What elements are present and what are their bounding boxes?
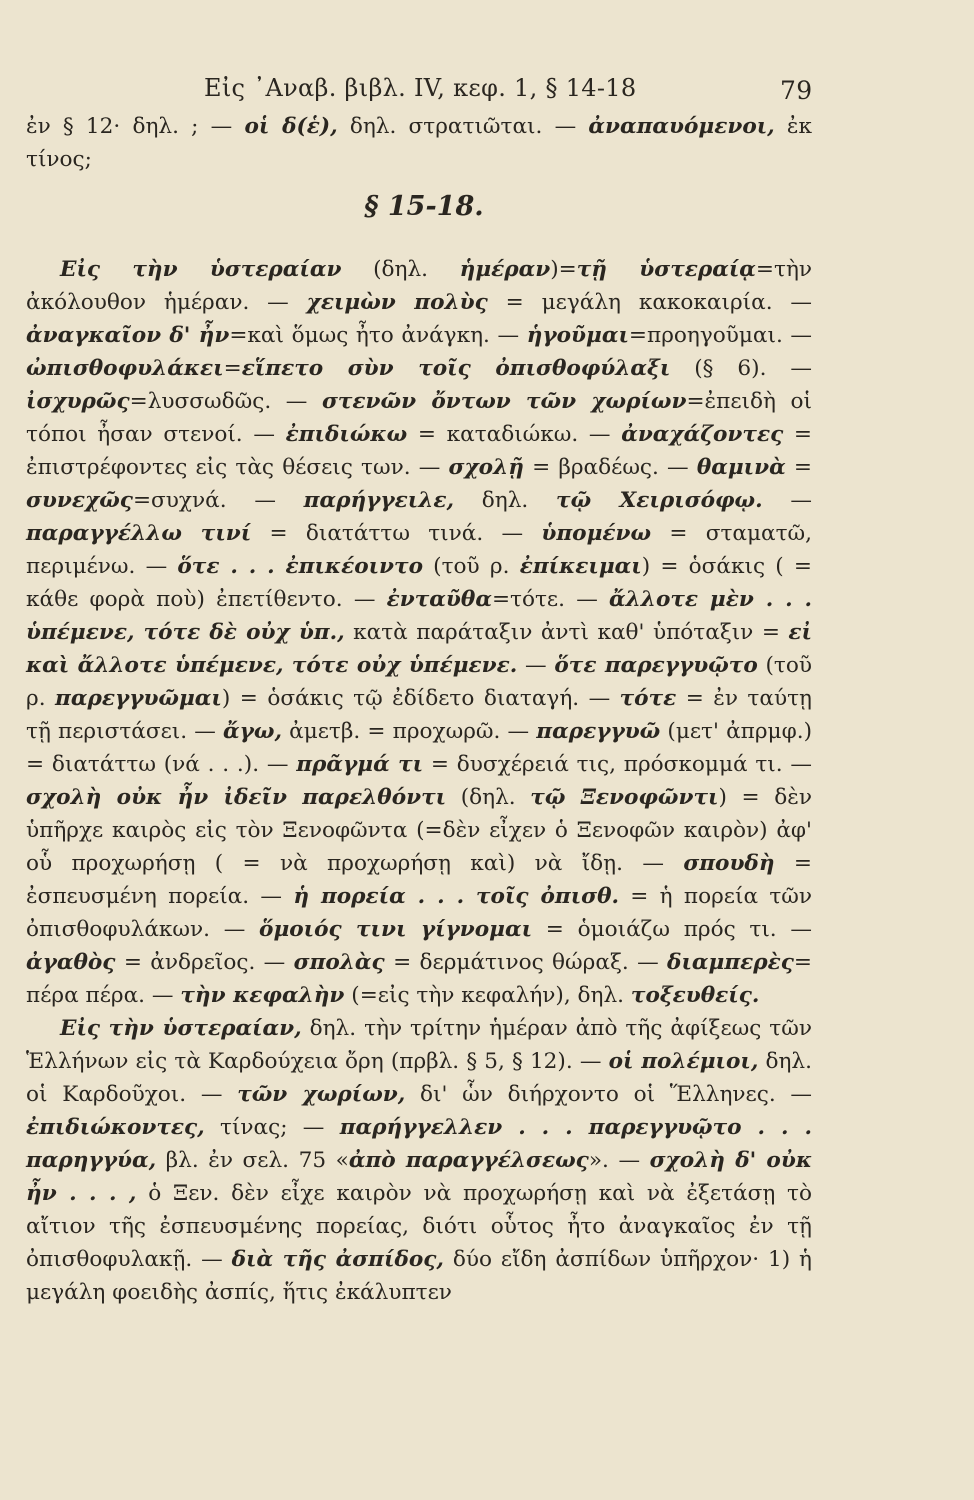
lemma-term: ὅτε . . . ἐπικέοιντο xyxy=(177,554,423,579)
lemma-term: θαμινὰ xyxy=(696,455,786,480)
gloss-text: δηλ. οἱ Καρδοῦχοι. — xyxy=(26,1049,812,1107)
gloss-text: = ἡ πορεία τῶν ὀπισθοφυλάκων. — xyxy=(26,884,812,942)
lemma-term: ἄλλοτε μὲν . . . ὑπέμενε, τότε δὲ οὐχ ὑπ., xyxy=(26,587,813,645)
gloss-text: (=εἰς τὴν κεφαλήν), δηλ. xyxy=(344,983,631,1008)
gloss-text: =λυσσωδῶς. — xyxy=(129,389,322,414)
gloss-text: βλ. ἐν σελ. 75 « xyxy=(156,1148,349,1173)
gloss-text: )= xyxy=(550,257,577,282)
lemma-term: συνεχῶς xyxy=(26,488,133,513)
lemma-term: τῷ Χειρισόφῳ. xyxy=(556,488,763,513)
gloss-text: = σταματῶ, περιμένω. — xyxy=(26,521,813,579)
lemma-term: τῶν χωρίων, xyxy=(237,1082,406,1107)
gloss-text: = μεγάλη κακοκαιρία. — xyxy=(487,290,813,315)
lemma-term: παρεγγυῶ xyxy=(536,719,661,744)
running-title: Εἰς ᾿Αναβ. βιβλ. IV, κεφ. 1, § 14-18 xyxy=(204,74,637,102)
gloss-text: = xyxy=(223,356,242,381)
gloss-text: δηλ. τὴν τρίτην ἡμέραν ἀπὸ τῆς ἀφίξεως τῶν Ἑλλήνων εἰς τὰ Καρδούχεια ὄρη (πρβλ. § 5, § 12). — xyxy=(26,1016,812,1074)
lemma-term: Εἰς τὴν ὑστεραίαν xyxy=(60,257,342,282)
lemma-term: χειμὼν πολὺς xyxy=(306,290,488,315)
lemma-term: ἀγαθὸς xyxy=(26,950,116,975)
gloss-text: = xyxy=(785,455,812,480)
gloss-text: = πέρα πέρα. — xyxy=(26,950,812,1008)
lemma-term: ὠπισθοφυλάκει xyxy=(26,356,224,381)
gloss-text: (δηλ. xyxy=(341,257,460,282)
gloss-text: ) = ὁσάκις τῷ ἐδίδετο διαταγή. — xyxy=(221,686,620,711)
gloss-text: ) = δὲν ὑπῆρχε καιρὸς εἰς τὸν Ξενοφῶντα (=δὲν εἶχεν ὁ Ξενοφῶν καιρὸν) ἀφ' οὗ προχωρήσῃ ( = νὰ προχωρήσῃ καὶ) νὰ ἴδῃ. — xyxy=(26,785,813,876)
lemma-term: ἡγοῦμαι xyxy=(526,323,629,348)
gloss-text: κατὰ παράταξιν ἀντὶ καθ' ὑπόταξιν = xyxy=(344,620,789,645)
gloss-text: =ἐπειδὴ οἱ τόποι ἦσαν στενοί. — xyxy=(26,389,812,447)
gloss-text: =τότε. — xyxy=(491,587,610,612)
lemma-term: παρήγγειλε, xyxy=(303,488,455,513)
running-header xyxy=(26,66,812,110)
lemma-term: πρᾶγμά τι xyxy=(296,752,424,777)
gloss-text: =τὴν ἀκόλουθον ἡμέραν. — xyxy=(26,257,813,315)
intro-term-1: οἱ δ(ἑ), xyxy=(244,114,338,139)
gloss-text: = διατάττω τινά. — xyxy=(251,521,542,546)
gloss-text: — xyxy=(762,488,812,513)
lemma-term: παρήγγελλεν . . . παρεγγυῷτο . . . παρηγγύα, xyxy=(26,1115,812,1173)
page-number: 79 xyxy=(780,76,813,105)
commentary-paragraph-1 xyxy=(26,253,812,1012)
lemma-term: σχολὴ δ' οὐκ ἦν . . . , xyxy=(26,1148,812,1206)
gloss-text: = βραδέως. — xyxy=(523,455,697,480)
commentary-paragraph-2 xyxy=(26,1012,812,1309)
gloss-text: =συχνά. — xyxy=(132,488,304,513)
intro-text-2: δηλ. στρατιῶται. — xyxy=(337,114,589,139)
gloss-text: ) = ὁσάκις ( = κάθε φορὰ ποὺ) ἐπετίθεντο. — xyxy=(26,554,812,612)
lemma-term: εἵπετο σὺν τοῖς ὀπισθοφύλαξι xyxy=(241,356,671,381)
gloss-text: = δερμάτινος θώραξ. — xyxy=(384,950,668,975)
intro-paragraph xyxy=(26,110,812,176)
lemma-term: ἀπὸ παραγγέλσεως xyxy=(348,1148,589,1173)
gloss-text: = καταδιώκω. — xyxy=(407,422,622,447)
lemma-term: παραγγέλλω τινί xyxy=(26,521,252,546)
lemma-term: ἰσχυρῶς xyxy=(26,389,130,414)
gloss-text: δι' ὧν διήρχοντο οἱ Ἕλληνες. — xyxy=(405,1082,812,1107)
lemma-term: ἀναγκαῖον δ' ἦν xyxy=(26,323,230,348)
gloss-text: (τοῦ ρ. xyxy=(26,653,812,711)
lemma-term: ἐνταῦθα xyxy=(386,587,492,612)
body-text xyxy=(26,110,812,1309)
gloss-text: =καὶ ὅμως ἦτο ἀνάγκη. — xyxy=(229,323,527,348)
lemma-term: σχολῇ xyxy=(448,455,524,480)
gloss-text: ὁ Ξεν. δὲν εἶχε καιρὸν νὰ προχωρήσῃ καὶ νὰ ἐξετάσῃ τὸ αἴτιον τῆς ἐσπευσμένης πορείας, διότι οὗτος ἦτο ἀναγκαῖος ἐν τῇ ὀπισθοφυλακῇ. — xyxy=(26,1181,813,1272)
lemma-term: ἡ πορεία . . . τοῖς ὀπισθ. xyxy=(293,884,620,909)
gloss-text: = δυσχέρειά τις, πρόσκομμά τι. — xyxy=(423,752,812,777)
lemma-term: τότε xyxy=(619,686,677,711)
lemma-term: διὰ τῆς ἀσπίδος, xyxy=(231,1247,444,1272)
lemma-term: ἐπίκειμαι xyxy=(519,554,642,579)
intro-text-3: ἐκ τίνος; xyxy=(26,114,812,172)
gloss-text: δύο εἴδη ἀσπίδων ὑπῆρχον· 1) ἡ μεγάλη φοειδὴς ἀσπίς, ἥτις ἐκάλυπτεν xyxy=(26,1247,812,1305)
lemma-term: σχολὴ οὐκ ἦν ἰδεῖν παρελθόντι xyxy=(26,785,447,810)
lemma-term: ἐπιδιώκοντες, xyxy=(26,1115,205,1140)
gloss-text: (δηλ. xyxy=(446,785,531,810)
gloss-text: (τοῦ ρ. xyxy=(422,554,520,579)
lemma-term: ἐπιδιώκω xyxy=(285,422,408,447)
lemma-term: ἡμέραν xyxy=(459,257,551,282)
intro-term-2: ἀναπαυόμενοι, xyxy=(588,114,775,139)
lemma-term: ὑπομένω xyxy=(541,521,652,546)
gloss-text: = ἐσπευσμένη πορεία. — xyxy=(26,851,812,909)
intro-text-1: ἐν § 12· δηλ. ; — xyxy=(26,114,245,139)
lemma-term: τῇ ὑστεραίᾳ xyxy=(576,257,756,282)
lemma-term: ἄγω, xyxy=(223,719,282,744)
lemma-term: οἱ πολέμιοι, xyxy=(608,1049,759,1074)
gloss-text: — xyxy=(517,653,555,678)
gloss-text: = ὁμοιάζω πρός τι. — xyxy=(532,917,812,942)
lemma-term: σπουδὴ xyxy=(683,851,775,876)
lemma-term: εἰ καὶ ἄλλοτε ὑπέμενε, τότε οὐχ ὑπέμενε. xyxy=(26,620,812,678)
gloss-text: (μετ' ἀπρμφ.) = διατάττω (νά . . .). — xyxy=(26,719,812,777)
section-heading: § 15-18. xyxy=(364,191,484,222)
lemma-term: ὅμοιός τινι γίγνομαι xyxy=(259,917,533,942)
gloss-text: =προηγοῦμαι. — xyxy=(628,323,812,348)
lemma-term: ἀναχάζοντες xyxy=(621,422,784,447)
gloss-text: = ἐν ταύτῃ τῇ περιστάσει. — xyxy=(26,686,812,744)
lemma-term: τοξευθείς. xyxy=(630,983,760,1008)
gloss-text: ». — xyxy=(588,1148,650,1173)
lemma-term: ὅτε παρεγγυῷτο xyxy=(554,653,758,678)
lemma-term: διαμπερὲς xyxy=(667,950,794,975)
gloss-text: (§ 6). — xyxy=(670,356,812,381)
gloss-text: = ἀνδρεῖος. — xyxy=(115,950,294,975)
lemma-term: στενῶν ὄντων τῶν χωρίων xyxy=(321,389,687,414)
gloss-text: ἀμετβ. = προχωρῶ. — xyxy=(281,719,537,744)
gloss-text: = ἐπιστρέφοντες εἰς τὰς θέσεις των. — xyxy=(26,422,813,480)
lemma-term: τὴν κεφαλὴν xyxy=(180,983,345,1008)
gloss-text: τίνας; — xyxy=(204,1115,340,1140)
lemma-term: παρεγγυῶμαι xyxy=(55,686,222,711)
gloss-text: δηλ. xyxy=(454,488,557,513)
lemma-term: τῷ Ξενοφῶντι xyxy=(530,785,719,810)
lemma-term: σπολὰς xyxy=(293,950,385,975)
lemma-term: Εἰς τὴν ὑστεραίαν, xyxy=(60,1016,302,1041)
